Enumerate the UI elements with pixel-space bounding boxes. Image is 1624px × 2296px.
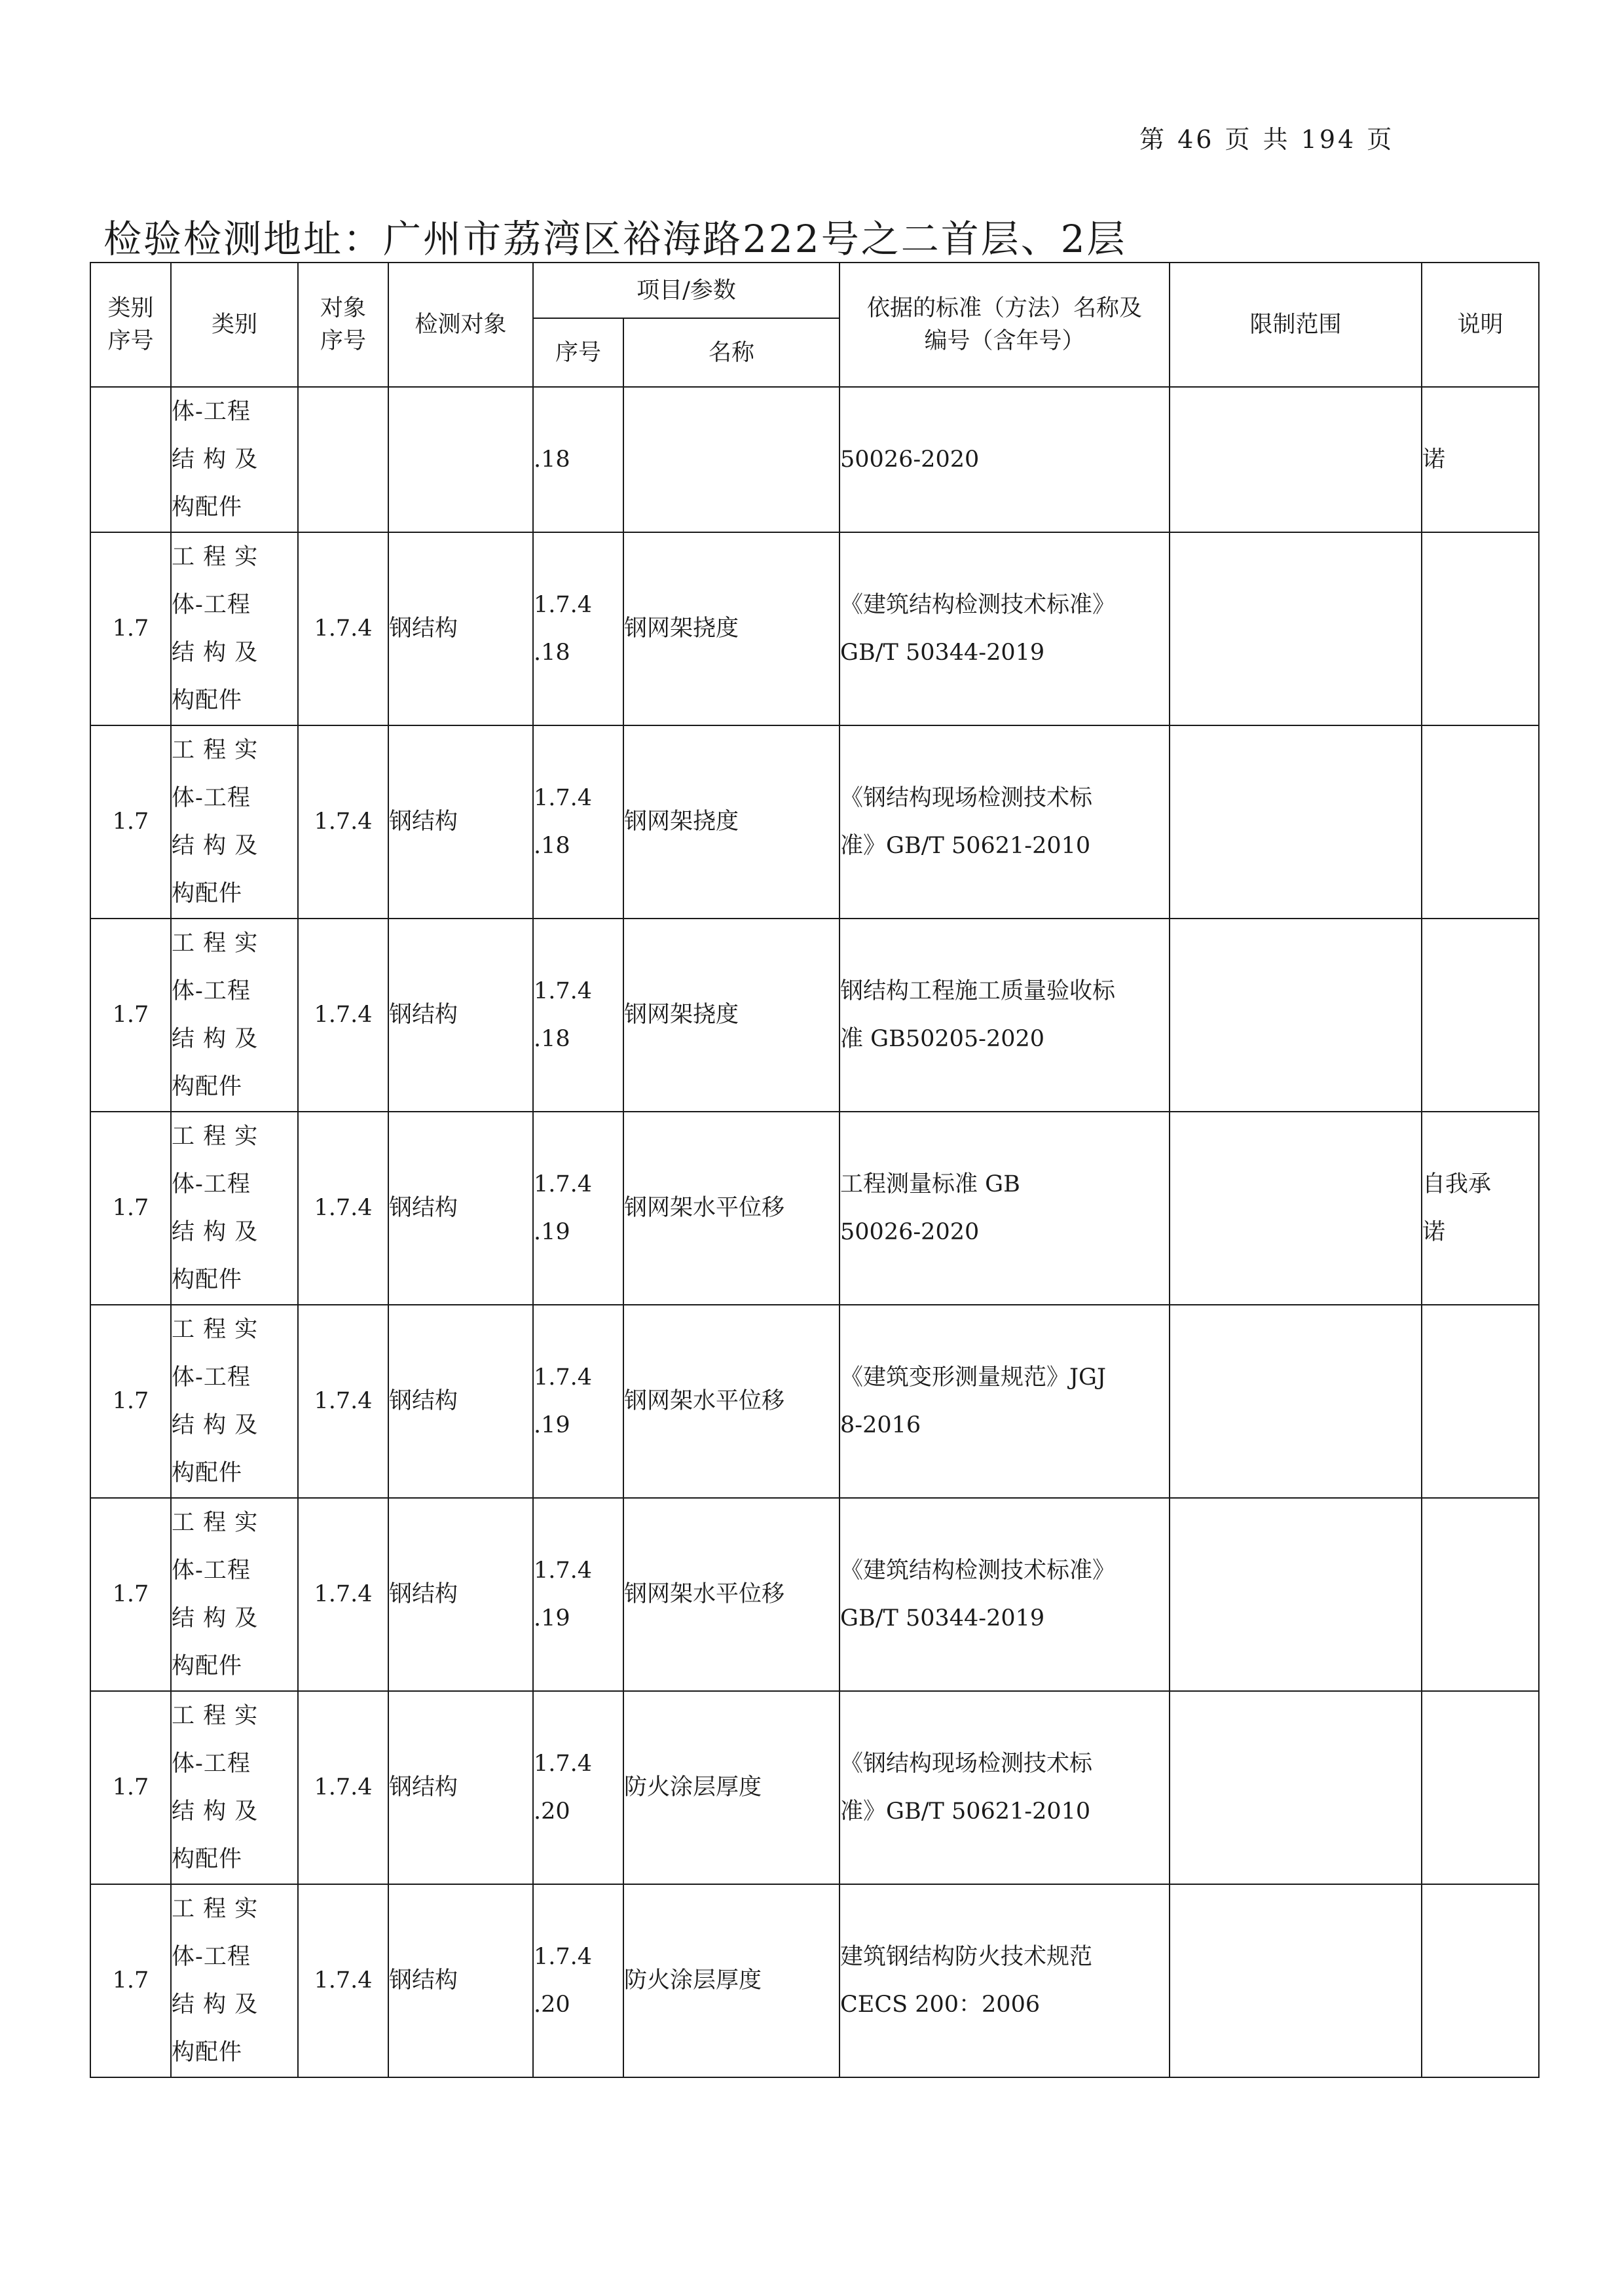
header-row-1 xyxy=(90,263,1539,318)
cell-item-seq: 1.7.4 .19 xyxy=(533,1112,623,1305)
cell-standard: 《钢结构现场检测技术标 准》GB/T 50621-2010 xyxy=(840,725,1170,919)
header-object: 检测对象 xyxy=(388,263,533,387)
cell-limit xyxy=(1170,1112,1422,1305)
testing-address: 检验检测地址：广州市荔湾区裕海路222号之二首层、2层 xyxy=(103,217,1127,261)
cell-object: 钢结构 xyxy=(388,1691,533,1884)
cell-note xyxy=(1422,1498,1539,1691)
cell-category: 工 程 实 体-工程 结 构 及 构配件 xyxy=(171,1305,298,1498)
cell-item-seq: 1.7.4 .19 xyxy=(533,1305,623,1498)
cell-object xyxy=(388,387,533,532)
cell-item-seq: 1.7.4 .18 xyxy=(533,725,623,919)
cell-category-no: 1.7 xyxy=(90,1305,171,1498)
cell-note xyxy=(1422,1305,1539,1498)
cell-object-no: 1.7.4 xyxy=(298,1884,388,2077)
cell-item-name: 钢网架水平位移 xyxy=(623,1112,840,1305)
cell-category: 工 程 实 体-工程 结 构 及 构配件 xyxy=(171,1691,298,1884)
header-object-no: 对象 序号 xyxy=(298,263,388,387)
header-item-seq: 序号 xyxy=(533,318,623,387)
cell-object-no: 1.7.4 xyxy=(298,1691,388,1884)
cell-category: 工 程 实 体-工程 结 构 及 构配件 xyxy=(171,1884,298,2077)
header-category-no: 类别 序号 xyxy=(90,263,171,387)
cell-item-name: 钢网架挠度 xyxy=(623,725,840,919)
cell-limit xyxy=(1170,532,1422,725)
cell-note: 诺 xyxy=(1422,387,1539,532)
cell-category-no: 1.7 xyxy=(90,725,171,919)
cell-object-no: 1.7.4 xyxy=(298,1305,388,1498)
cell-category-no: 1.7 xyxy=(90,1691,171,1884)
cell-item-name: 防火涂层厚度 xyxy=(623,1884,840,2077)
cell-note xyxy=(1422,532,1539,725)
cell-object-no: 1.7.4 xyxy=(298,532,388,725)
cell-category: 工 程 实 体-工程 结 构 及 构配件 xyxy=(171,1112,298,1305)
cell-object: 钢结构 xyxy=(388,919,533,1112)
cell-item-name: 钢网架挠度 xyxy=(623,919,840,1112)
cell-category-no: 1.7 xyxy=(90,1498,171,1691)
cell-item-seq: 1.7.4 .20 xyxy=(533,1691,623,1884)
cell-item-name: 钢网架水平位移 xyxy=(623,1498,840,1691)
cell-object: 钢结构 xyxy=(388,1498,533,1691)
cell-object: 钢结构 xyxy=(388,1305,533,1498)
cell-standard: 《钢结构现场检测技术标 准》GB/T 50621-2010 xyxy=(840,1691,1170,1884)
cell-object: 钢结构 xyxy=(388,725,533,919)
cell-item-seq: .18 xyxy=(533,387,623,532)
table-row xyxy=(90,1305,1539,1498)
cell-limit xyxy=(1170,1498,1422,1691)
table-row xyxy=(90,1498,1539,1691)
cell-item-seq: 1.7.4 .20 xyxy=(533,1884,623,2077)
cell-category-no xyxy=(90,387,171,532)
cell-object-no xyxy=(298,387,388,532)
header-item-name: 名称 xyxy=(623,318,840,387)
cell-note xyxy=(1422,919,1539,1112)
cell-standard: 工程测量标准 GB 50026-2020 xyxy=(840,1112,1170,1305)
cell-item-name: 防火涂层厚度 xyxy=(623,1691,840,1884)
accreditation-table xyxy=(90,262,1540,2078)
cell-object: 钢结构 xyxy=(388,1884,533,2077)
cell-item-name: 钢网架挠度 xyxy=(623,532,840,725)
cell-standard: 建筑钢结构防火技术规范 CECS 200：2006 xyxy=(840,1884,1170,2077)
table-row xyxy=(90,387,1539,532)
cell-category: 工 程 实 体-工程 结 构 及 构配件 xyxy=(171,725,298,919)
table-row xyxy=(90,1884,1539,2077)
page-number: 第 46 页 共 194 页 xyxy=(1139,125,1395,154)
header-item-param: 项目/参数 xyxy=(533,263,840,318)
cell-limit xyxy=(1170,1884,1422,2077)
cell-item-seq: 1.7.4 .18 xyxy=(533,532,623,725)
cell-object-no: 1.7.4 xyxy=(298,1498,388,1691)
header-limit: 限制范围 xyxy=(1170,263,1422,387)
cell-category-no: 1.7 xyxy=(90,1112,171,1305)
cell-category-no: 1.7 xyxy=(90,532,171,725)
cell-category: 工 程 实 体-工程 结 构 及 构配件 xyxy=(171,532,298,725)
cell-limit xyxy=(1170,725,1422,919)
header-standard: 依据的标准（方法）名称及 编号（含年号） xyxy=(840,263,1170,387)
cell-limit xyxy=(1170,1691,1422,1884)
cell-note: 自我承 诺 xyxy=(1422,1112,1539,1305)
cell-standard: 《建筑结构检测技术标准》 GB/T 50344-2019 xyxy=(840,1498,1170,1691)
header-category: 类别 xyxy=(171,263,298,387)
cell-standard: 《建筑结构检测技术标准》 GB/T 50344-2019 xyxy=(840,532,1170,725)
cell-object-no: 1.7.4 xyxy=(298,919,388,1112)
table-row xyxy=(90,1112,1539,1305)
cell-object: 钢结构 xyxy=(388,532,533,725)
cell-standard: 《建筑变形测量规范》JGJ 8-2016 xyxy=(840,1305,1170,1498)
cell-limit xyxy=(1170,387,1422,532)
cell-limit xyxy=(1170,1305,1422,1498)
cell-item-seq: 1.7.4 .18 xyxy=(533,919,623,1112)
cell-item-name xyxy=(623,387,840,532)
table-row xyxy=(90,532,1539,725)
cell-object: 钢结构 xyxy=(388,1112,533,1305)
cell-standard: 50026-2020 xyxy=(840,387,1170,532)
cell-note xyxy=(1422,1884,1539,2077)
cell-object-no: 1.7.4 xyxy=(298,1112,388,1305)
cell-category: 体-工程 结 构 及 构配件 xyxy=(171,387,298,532)
cell-category: 工 程 实 体-工程 结 构 及 构配件 xyxy=(171,919,298,1112)
cell-object-no: 1.7.4 xyxy=(298,725,388,919)
cell-category-no: 1.7 xyxy=(90,919,171,1112)
cell-note xyxy=(1422,1691,1539,1884)
table-row xyxy=(90,1691,1539,1884)
cell-limit xyxy=(1170,919,1422,1112)
header-note: 说明 xyxy=(1422,263,1539,387)
cell-item-seq: 1.7.4 .19 xyxy=(533,1498,623,1691)
table-row xyxy=(90,725,1539,919)
table-row xyxy=(90,919,1539,1112)
cell-standard: 钢结构工程施工质量验收标 准 GB50205-2020 xyxy=(840,919,1170,1112)
cell-category-no: 1.7 xyxy=(90,1884,171,2077)
cell-note xyxy=(1422,725,1539,919)
cell-category: 工 程 实 体-工程 结 构 及 构配件 xyxy=(171,1498,298,1691)
cell-item-name: 钢网架水平位移 xyxy=(623,1305,840,1498)
